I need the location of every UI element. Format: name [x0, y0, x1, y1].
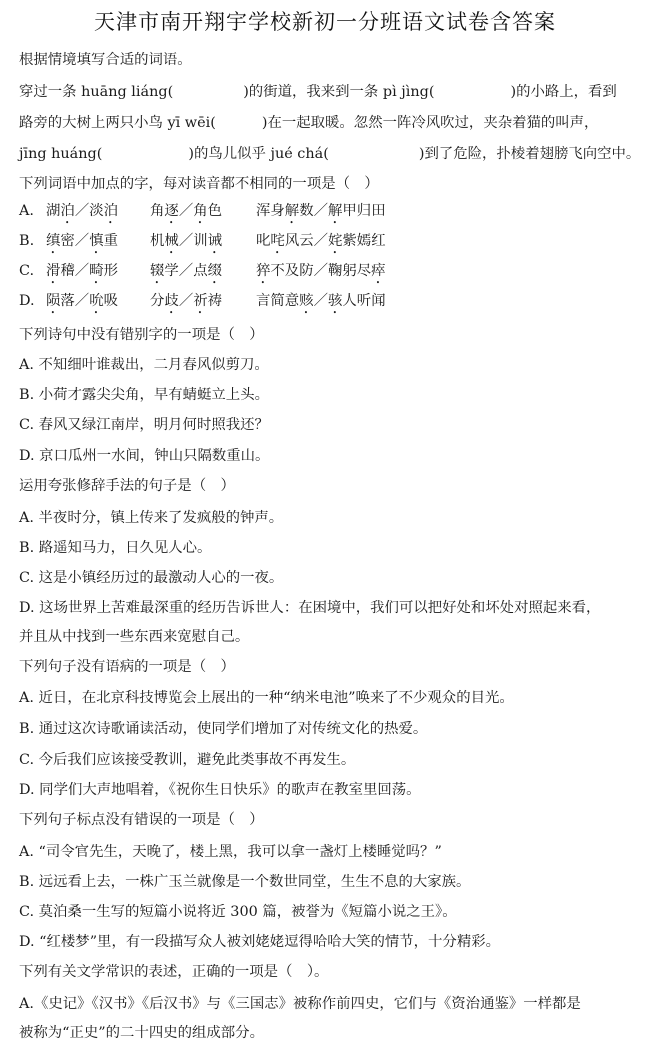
- q2-option-c-word-2: 辍学／点缀: [150, 263, 222, 279]
- q2-option-a-word-1: 湖泊／淡泊: [46, 203, 119, 219]
- q3-option-c[interactable]: C. 春风又绿江南岸，明月何时照我还？: [19, 417, 269, 433]
- q2-option-d-word-1: 陨落／吮吸: [46, 293, 119, 309]
- q4-option-a[interactable]: A. 半夜时分，镇上传来了发疯般的钟声。: [19, 510, 284, 526]
- q1-line-1-part-c: )的小路上，看到: [510, 84, 617, 100]
- q2-option-b-word-1: 缜密／慎重: [46, 233, 119, 249]
- q1-line-3: [19, 144, 639, 164]
- q2-option-c-word-3: 猝不及防／鞠躬尽瘁: [256, 263, 386, 279]
- q2-option-b-word-2: 机械／训诫: [150, 233, 223, 249]
- q6-option-c[interactable]: C. 莫泊桑一生写的短篇小说将近 300 篇，被誉为《短篇小说之王》。: [19, 904, 457, 920]
- q4-option-c[interactable]: C. 这是小镇经历过的最激动人心的一夜。: [19, 570, 284, 586]
- q3-option-a[interactable]: A. 不知细叶谁裁出，二月春风似剪刀。: [19, 357, 269, 373]
- q5-option-b[interactable]: B. 通过这次诗歌诵读活动，使同学们增加了对传统文化的热爱。: [19, 721, 428, 737]
- q1-line-1-part-b: )的街道，我来到一条 pì jìng(: [243, 84, 435, 100]
- q1-line-2-part-b: )在一起取暖。忽然一阵冷风吹过，夹杂着猫的叫声，: [261, 115, 599, 131]
- q2-option-c-word-1: 滑稽／畸形: [46, 263, 119, 279]
- q5-prompt: 下列句子没有语病的一项是（ ）: [19, 659, 235, 675]
- q1-line-3-part-a: jīng huáng(: [19, 146, 103, 162]
- q6-prompt: 下列句子标点没有错误的一项是（ ）: [19, 812, 264, 828]
- q1-prompt: 根据情境填写合适的词语。: [19, 52, 192, 68]
- q2-option-b-word-3: 叱咤风云／姹紫嫣红: [256, 233, 386, 249]
- q4-option-d[interactable]: D. 这场世界上苦难最深重的经历告诉世人：在困境中，我们可以把好处和坏处对照起来看，: [19, 600, 601, 616]
- q1-line-1: [19, 82, 639, 102]
- q5-option-a[interactable]: A. 近日，在北京科技博览会上展出的一种“纳米电池”唤来了不少观众的目光。: [19, 690, 514, 706]
- q2-option-d-label[interactable]: D.: [19, 293, 35, 309]
- q1-line-1-part-a: 穿过一条 huāng liáng(: [19, 84, 174, 100]
- q4-option-d-continued: 并且从中找到一些东西来宽慰自己。: [19, 629, 250, 645]
- q5-option-d[interactable]: D. 同学们大声地唱着，《祝你生日快乐》的歌声在教室里回荡。: [19, 782, 421, 798]
- q7-option-a[interactable]: A.《史记》《汉书》《后汉书》与《三国志》被称作前四史，它们与《资治通鉴》一样都是: [19, 996, 581, 1012]
- q6-option-a[interactable]: A. “司令官先生，天晚了，楼上黑，我可以拿一盏灯上楼睡觉吗？”: [19, 844, 442, 860]
- page-title: 天津市南开翔宇学校新初一分班语文试卷含答案: [94, 10, 556, 34]
- q2-option-a-word-3: 浑身解数／解甲归田: [256, 203, 386, 219]
- q3-prompt: 下列诗句中没有错别字的一项是（ ）: [19, 327, 264, 343]
- q2-option-b-label[interactable]: B.: [19, 233, 35, 249]
- q2-option-a-word-2: 角逐／角色: [150, 203, 223, 219]
- q6-option-d[interactable]: D. “红楼梦”里，有一段描写众人被刘姥姥逗得哈哈大笑的情节，十分精彩。: [19, 934, 500, 950]
- q7-prompt: 下列有关文学常识的表述，正确的一项是（ ）。: [19, 964, 329, 980]
- q5-option-c[interactable]: C. 今后我们应该接受教训，避免此类事故不再发生。: [19, 752, 356, 768]
- q1-line-3-part-c: )到了危险，扑棱着翅膀飞向空中。: [418, 146, 641, 162]
- q2-option-a-label[interactable]: A.: [19, 203, 34, 219]
- q1-line-3-part-b: )的鸟儿似乎 jué chá(: [188, 146, 329, 162]
- q2-option-c-label[interactable]: C.: [19, 263, 35, 279]
- q6-option-b[interactable]: B. 远远看上去，一株广玉兰就像是一个数世同堂，生生不息的大家族。: [19, 874, 471, 890]
- q1-line-2: [19, 113, 639, 133]
- q2-prompt: 下列词语中加点的字，每对读音都不相同的一项是（ ）: [19, 176, 379, 192]
- q7-option-a-continued: 被称为“正史”的二十四史的组成部分。: [19, 1025, 264, 1041]
- q4-prompt: 运用夸张修辞手法的句子是（ ）: [19, 478, 235, 494]
- q2-option-d-word-3: 言简意赅／骇人听闻: [256, 293, 386, 309]
- q4-option-b[interactable]: B. 路遥知马力，日久见人心。: [19, 540, 212, 556]
- q2-option-d-word-2: 分歧／祈祷: [150, 293, 223, 309]
- q1-line-2-part-a: 路旁的大树上两只小鸟 yī wēi(: [19, 115, 216, 131]
- q3-option-d[interactable]: D. 京口瓜州一水间，钟山只隔数重山。: [19, 448, 270, 464]
- q3-option-b[interactable]: B. 小荷才露尖尖角，早有蜻蜓立上头。: [19, 387, 269, 403]
